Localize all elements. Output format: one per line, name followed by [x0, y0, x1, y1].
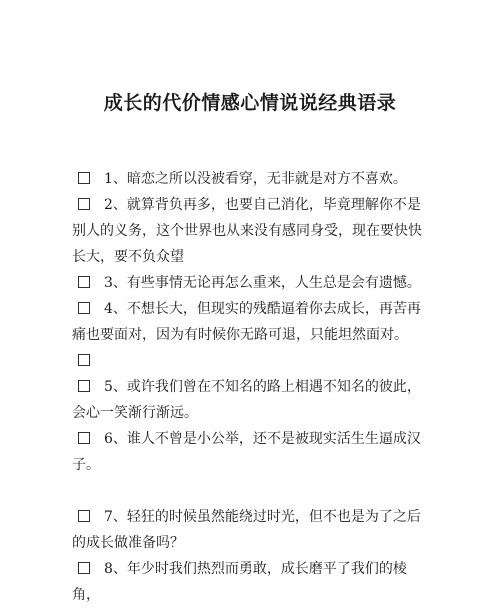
paragraph-6	[72, 426, 432, 478]
paragraph-text: 8、年少时我们热烈而勇敢，成长磨平了我们的棱角，	[72, 561, 407, 603]
paragraph-spacer	[72, 478, 432, 504]
document-body	[72, 166, 432, 608]
paragraph-text: 1、暗恋之所以没被看穿，无非就是对方不喜欢。	[104, 171, 407, 187]
paragraph-text: 7、轻狂的时候虽然能绕过时光，但不也是为了之后的成长做准备吗？	[72, 509, 421, 551]
checkbox-icon	[78, 432, 90, 444]
paragraph-text: 5、或许我们曾在不知名的路上相遇不知名的彼此，会心一笑渐行渐远。	[72, 379, 421, 421]
checkbox-icon	[78, 302, 90, 314]
checkbox-icon	[78, 380, 90, 392]
paragraph-text: 6、谁人不曾是小公举，还不是被现实活生生逼成汉子。	[72, 431, 421, 473]
paragraph-5	[72, 374, 432, 426]
paragraph-2	[72, 192, 432, 270]
checkbox-icon	[78, 276, 90, 288]
paragraph-4	[72, 296, 432, 348]
paragraph-empty	[72, 348, 432, 374]
paragraph-1	[72, 166, 432, 192]
document-title: 成长的代价情感心情说说经典语录	[103, 92, 397, 114]
checkbox-icon	[78, 354, 90, 366]
checkbox-icon	[78, 562, 90, 574]
paragraph-text: 3、有些事情无论再怎么重来，人生总是会有遗憾。	[104, 275, 421, 291]
paragraph-text: 4、不想长大，但现实的残酷逼着你去成长，再苦再痛也要面对，因为有时候你无路可退，只能坦然面对。	[72, 301, 421, 343]
checkbox-icon	[78, 198, 90, 210]
checkbox-icon	[78, 510, 90, 522]
paragraph-8	[72, 556, 432, 608]
paragraph-text: 2、就算背负再多，也要自己消化，毕竟理解你不是别人的义务，这个世界也从来没有感同身受，现在要快快长大，要不负众望	[72, 197, 422, 265]
checkbox-icon	[78, 172, 90, 184]
paragraph-3	[72, 270, 432, 296]
paragraph-7	[72, 504, 432, 556]
